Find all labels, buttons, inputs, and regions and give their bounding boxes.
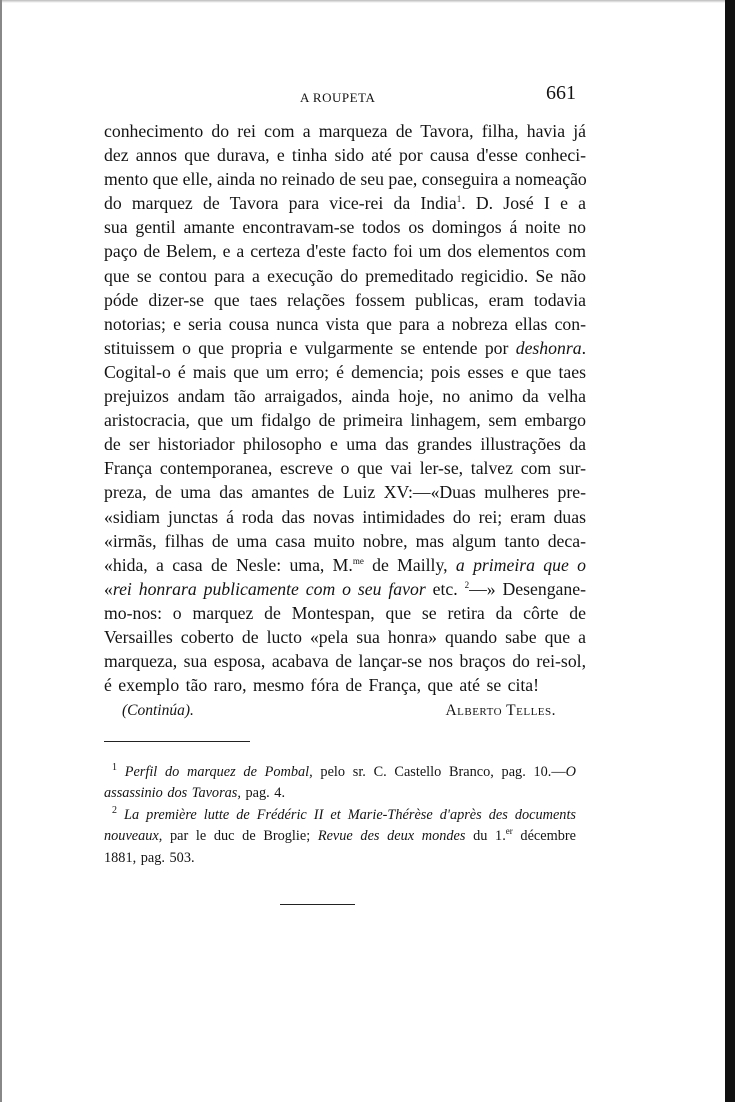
text-line: é exemplo tão raro, mesmo fóra de França, que até se cita! (104, 675, 540, 696)
text-line: França contemporanea, escreve o que vai ler-se, talvez com sur- (104, 458, 586, 479)
text-line: paço de Belem, e a certeza d'este facto foi um dos elementos com (104, 241, 586, 262)
text-line: stituissem o que propria e vulgarmente se entende por deshonra. (104, 337, 586, 358)
text-line: Versailles coberto de lucto «pela sua honra» quando sabe que a (104, 626, 586, 647)
body-text (104, 119, 586, 723)
footnote-2-end: 1881, pag. 503. (104, 849, 195, 866)
text-line: que se contou para a execução do premeditado regicidio. Se não (104, 265, 586, 286)
footnotes (104, 762, 576, 869)
continued-note: (Continúa). (122, 702, 194, 720)
footnote-ref-2: 2 (464, 579, 470, 590)
text-line: dez annos que durava, e tinha sido até por causa d'esse conheci- (104, 145, 586, 166)
text-line: de ser historiador philosopho e uma das grandes illustrações da (104, 434, 586, 455)
footnote-2: $^2$ La première lutte de Frédéric II et Marie-Thérèse d'après des documents (112, 805, 576, 823)
text-line: «irmãs, filhas de uma casa muito nobre, mas algum tanto deca- (104, 530, 586, 551)
running-title: A ROUPETA (300, 90, 376, 105)
footnote-1-cont: assassinio dos Tavoras, pag. 4. (104, 785, 286, 802)
footnote-divider (104, 741, 250, 742)
text-line: «sidiam junctas á roda das novas intimidades do rei; eram duas (104, 506, 586, 527)
page-number: 661 (546, 82, 576, 104)
text-line: do marquez de Tavora para vice-rei da India$^1$. D. José I e a (104, 193, 586, 214)
end-rule (280, 904, 355, 905)
text-line: marqueza, sua esposa, acabava de lançar-se nos braços do rei-sol, (104, 651, 586, 672)
text-line: prejuizos andam tão arraigados, ainda hoje, no animo da velha (104, 386, 586, 407)
text-line: sua gentil amante encontravam-se todos os domingos á noite no (104, 217, 586, 238)
text-line: «rei honrara publicamente com o seu favor etc. $^2$—» Desengane- (104, 578, 586, 599)
text-line: notorias; e seria cousa nunca vista que para a nobreza ellas con- (104, 313, 586, 334)
author-signature: Alberto Telles. (445, 702, 556, 720)
text-line: póde dizer-se que taes relações fossem publicas, eram todavia (104, 289, 586, 310)
text-line: «hida, a casa de Nesle: uma, M.$^{me}$ de Mailly, a primeira que o (104, 554, 586, 575)
text-line: aristocracia, que um fidalgo de primeira linhagem, sem embargo (104, 410, 586, 431)
scan-left-edge (0, 0, 2, 1102)
text-line: preza, de uma das amantes de Luiz XV:—«Duas mulheres pre- (104, 482, 586, 503)
scan-top-edge (0, 0, 735, 3)
text-line: Cogital-o é mais que um erro; é demencia; pois esses e que taes (104, 361, 586, 382)
footnote-1: $^1$ Perfil do marquez de Pombal, pelo sr. C. Castello Branco, pag. 10.—O (112, 762, 576, 780)
footnote-2-cont: nouveaux, par le duc de Broglie; Revue des deux mondes du 1.$^{er}$ décembre (104, 826, 576, 845)
footnote-ref-1: 1 (456, 194, 462, 205)
text-line: mo-nos: o marquez de Montespan, que se retira da côrte de (104, 602, 586, 623)
text-line: mento que elle, ainda no reinado de seu pae, conseguira a nomeação (104, 169, 587, 190)
text-line: conhecimento do rei com a marqueza de Tavora, filha, havia já (104, 121, 586, 141)
scan-right-border (725, 0, 735, 1102)
signature-line (104, 699, 586, 723)
